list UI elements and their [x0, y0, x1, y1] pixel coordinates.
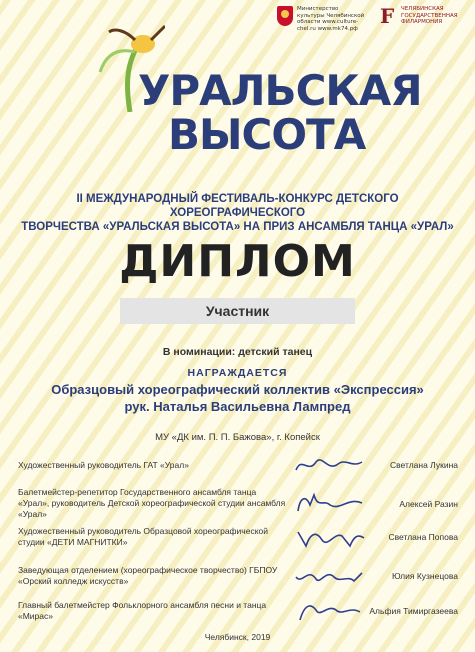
subtitle-line1: II МЕЖДУНАРОДНЫЙ ФЕСТИВАЛЬ-КОНКУРС ДЕТСКОГО ХОРЕОГРАФИЧЕСКОГО: [76, 193, 399, 219]
signatory-title: Балетмейстер-репетитор Государственного ансамбля танца «Урал», руководитель Детской хореографической студии ансамбля «Урал»: [18, 487, 286, 519]
signature-mark: [288, 563, 368, 589]
nomination-text: В номинации: детский танец: [162, 346, 313, 358]
recipient-leader: рук. Наталья Васильевна Лампред: [124, 399, 351, 414]
organization-text: МУ «ДК им. П. П. Бажова», г. Копейск: [155, 432, 320, 443]
status-badge: [120, 298, 355, 324]
signatory-title: Художественный руководитель ГАТ «Урал»: [18, 459, 189, 470]
footer-place-year: Челябинск, 2019: [204, 632, 271, 642]
signatory-name: Алексей Разин: [399, 498, 458, 509]
signatory-name: Светлана Попова: [388, 532, 458, 542]
signatory-name: Юлия Кузнецова: [391, 571, 458, 581]
signatory-name: Светлана Лукина: [390, 460, 458, 470]
festival-title-line2: ВЫСОТА: [168, 110, 366, 159]
signature-mark: [288, 491, 368, 517]
recipient-collective: Образцовый хореографический коллектив «Экспрессия»: [51, 382, 424, 397]
festival-title-line1: УРАЛЬСКАЯ: [138, 66, 422, 115]
subtitle-line2: ТВОРЧЕСТВА «УРАЛЬСКАЯ ВЫСОТА» НА ПРИЗ АНСАМБЛЯ ТАНЦА «УРАЛ»: [21, 221, 454, 233]
philharmonia-logo: [377, 6, 463, 28]
signature-row: [18, 524, 458, 550]
signature-row: [18, 598, 458, 624]
awarded-label: НАГРАЖДАЕТСЯ: [187, 367, 288, 379]
philharmonia-icon: [377, 6, 397, 28]
signatory-title: Художественный руководитель Образцовой хореографической студии «ДЕТИ МАГНИТКИ»: [18, 526, 268, 547]
signature-row: [18, 487, 458, 520]
signatory-title: Главный балетмейстер Фольклорного ансамбля песни и танца «Мирас»: [18, 600, 267, 621]
coat-of-arms-icon: [277, 6, 293, 26]
signatory-name: Альфия Тимиргазеева: [369, 606, 458, 616]
signature-row: [18, 452, 458, 478]
signature-mark: [288, 452, 368, 478]
signature-mark: [288, 524, 368, 550]
status-label: Участник: [205, 303, 270, 319]
ministry-logo: [277, 6, 367, 32]
signature-row: [18, 563, 458, 589]
diploma-title: ДИПЛОМ: [119, 236, 356, 287]
signatory-title: Заведующая отделением (хореографическое творчество) ГБПОУ «Орский колледж искусств»: [18, 565, 278, 586]
sponsor-logos: [277, 6, 463, 32]
ministry-text: Министерство культуры Челябинской области www.culture-chel.ru www.mk74.рф: [297, 6, 365, 32]
philharmonia-text: ЧЕЛЯБИНСКАЯ ГОСУДАРСТВЕННАЯ ФИЛАРМОНИЯ: [401, 6, 458, 25]
festival-subtitle: [10, 192, 465, 234]
signature-mark: [288, 598, 368, 624]
